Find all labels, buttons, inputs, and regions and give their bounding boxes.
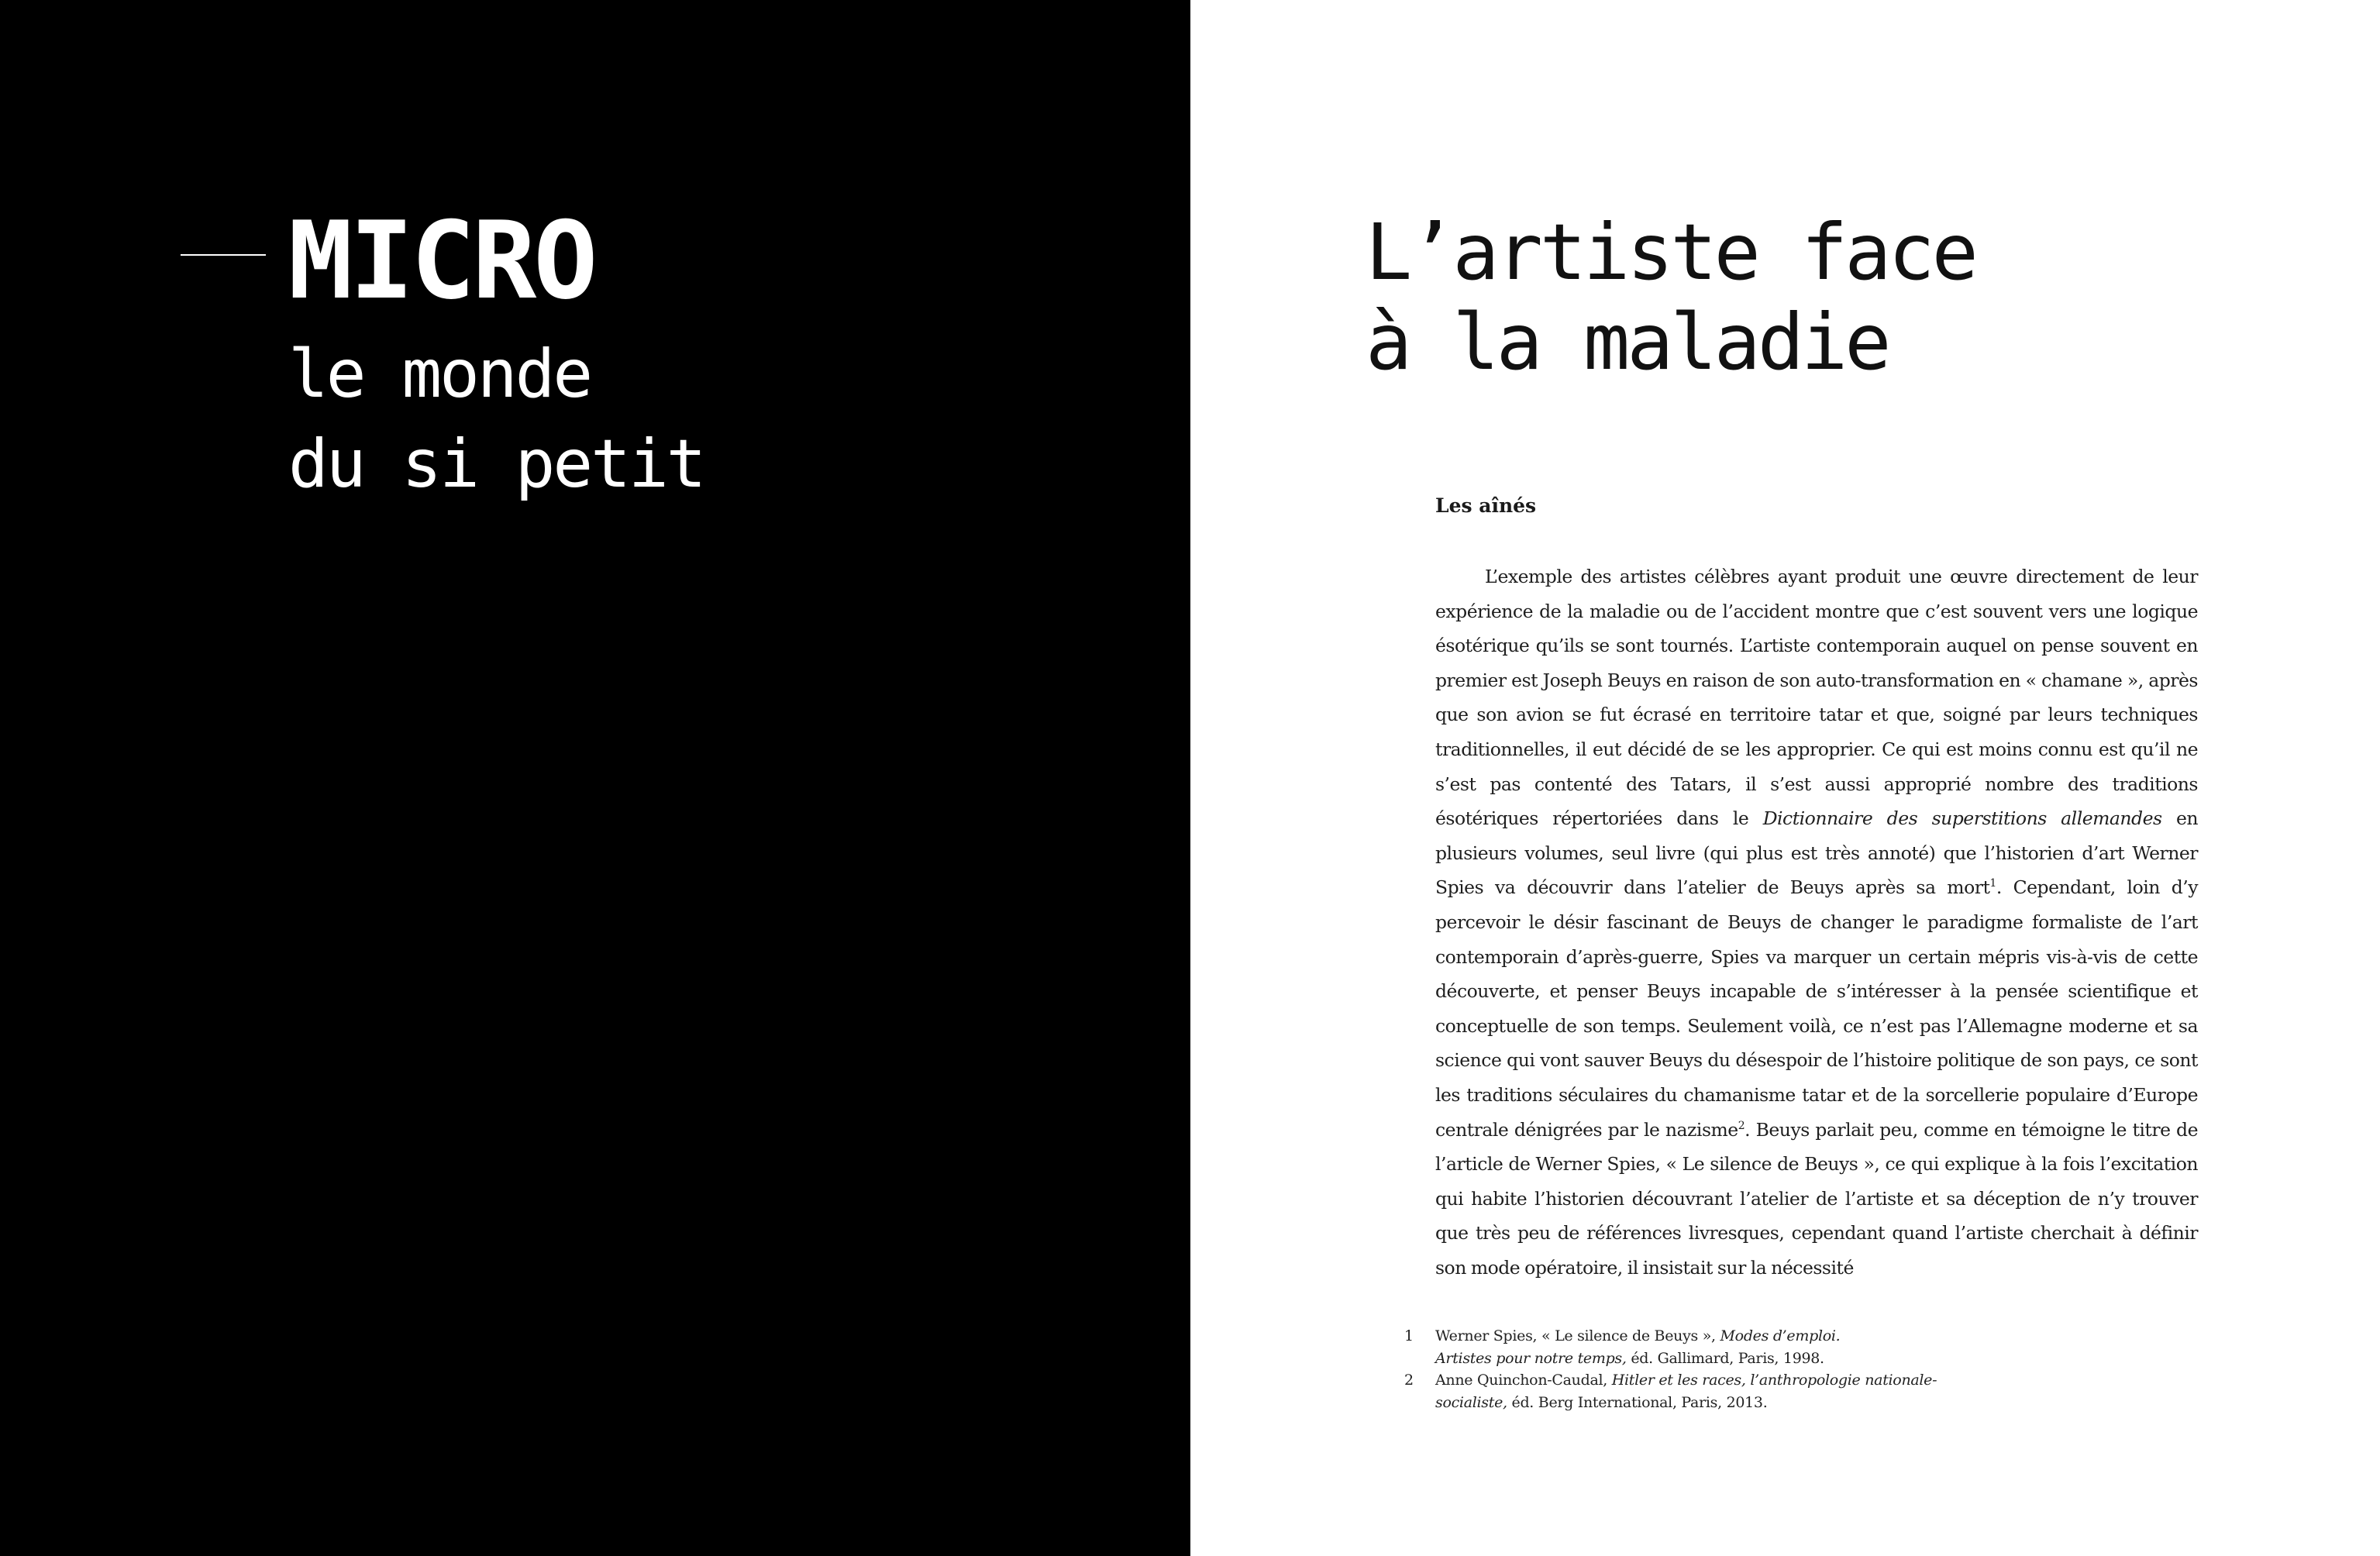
chapter-title: [1366, 208, 1975, 387]
footnote-text: éd. Gallimard, Paris, 1998.: [1626, 1349, 1824, 1367]
section-subtitle-line: le monde: [288, 336, 591, 413]
footnote-ref: 1: [1989, 877, 1996, 890]
footnotes: [1404, 1325, 2024, 1413]
body-text-part: . Cependant, loin d’y percevoir le désir fascinant de Beuys de changer le paradigme formaliste de l’art contemporain d’après-guerre, Spies va marquer un certain mépris vis-à-vis de cette découverte, et penser Beuys incapable de s’intéresser à la pensée scientifique et conceptuelle de son temps. Seulement voilà, ce n’est pas l’Allemagne moderne et sa science qui vont sauver Beuys du désespoir de l’histoire politique de son pays, ce sont les traditions séculaires du chamanisme tatar et de la sorcellerie populaire d’Europe centrale dénigrées par le nazisme: [1435, 876, 2198, 1141]
chapter-title-line: L’artiste face: [1366, 207, 1975, 298]
body-text-part: L’exemple des artistes célèbres ayant produit une œuvre directement de leur expérience de la maladie ou de l’accident montre que c’est souvent vers une logique ésotérique qu’ils se sont tournés. L’artiste contemporain auquel on pense souvent en premier est Joseph Beuys en raison de son auto-transformation en « chamane », après que son avion se fut écrasé en territoire tatar et que, soigné par leurs techniques traditionnelles, il eut décidé de se les approprier. Ce qui est moins connu est qu’il ne s’est pas contenté des Tatars, il s’est aussi approprié nombre des traditions ésotériques répertoriées dans le: [1435, 566, 2198, 830]
footnote-text: Werner Spies, « Le silence de Beuys »,: [1435, 1327, 1720, 1344]
footnote-number: 1: [1404, 1327, 1414, 1344]
footnote-italic: socialiste,: [1435, 1393, 1507, 1411]
footnote-italic: Artistes pour notre temps,: [1435, 1349, 1627, 1367]
footnote-line: [1435, 1392, 2024, 1414]
chapter-title-line: à la maladie: [1366, 297, 1889, 387]
footnote-number: 2: [1404, 1372, 1414, 1389]
footnote-italic: Hitler et les races, l’anthropologie nationale-: [1611, 1372, 1937, 1389]
book-title: Dictionnaire des superstitions allemandes: [1762, 807, 2162, 830]
footnote-text: Anne Quinchon-Caudal,: [1435, 1372, 1612, 1389]
body-text-part: en plusieurs volumes, seul livre (qui plus est très annoté) que l’historien d’art Werner Spies va découvrir dans l’atelier de Beuys après sa mort: [1435, 807, 2199, 899]
footnote: [1404, 1369, 2024, 1413]
footnote-line: [1435, 1369, 2024, 1392]
body-text-part: . Beuys parlait peu, comme en témoigne le titre de l’article de Werner Spies, « Le silence de Beuys », ce qui explique à la fois l’excitation qui habite l’historien découvrant l’atelier de l’artiste et sa déception de n’y trouver que très peu de références livresques, cependant quand l’artiste cherchait à définir son mode opératoire, il insistait sur la nécessité: [1435, 1118, 2198, 1279]
footnote-text: éd. Berg International, Paris, 2013.: [1507, 1393, 1768, 1411]
footnote-ref: 2: [1738, 1119, 1745, 1132]
footnote-line: [1435, 1348, 2024, 1370]
footnote-italic: Modes d’emploi.: [1720, 1327, 1841, 1344]
subheading: Les aînés: [1435, 494, 1537, 517]
section-title: MICRO: [288, 198, 595, 323]
section-subtitle-line: du si petit: [288, 425, 704, 503]
body-paragraph: [1435, 559, 2198, 1285]
section-subtitle: [288, 329, 704, 509]
title-rule: [181, 254, 266, 256]
footnote: [1404, 1325, 2024, 1369]
footnote-line: [1435, 1325, 2024, 1348]
